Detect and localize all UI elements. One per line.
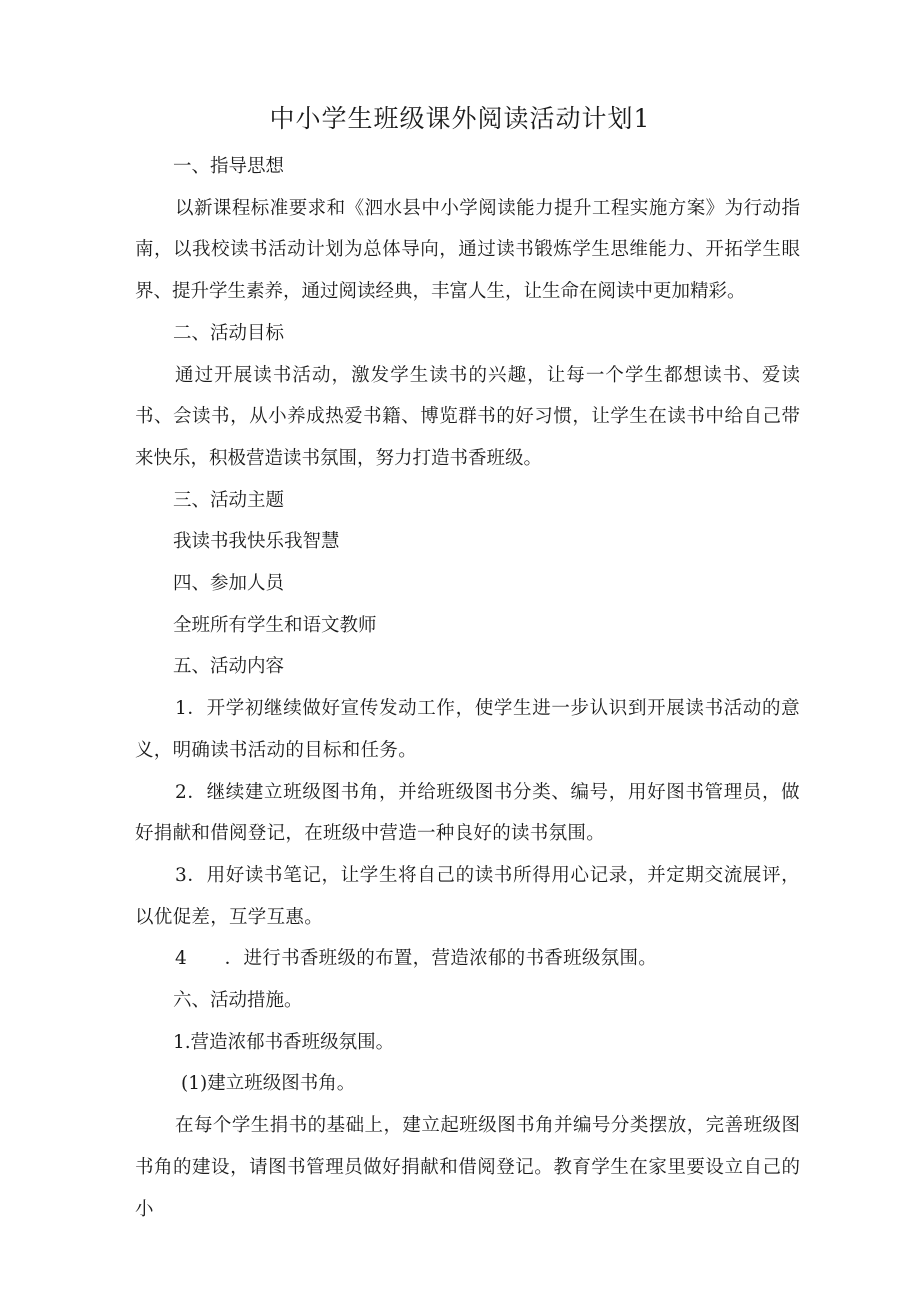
list-item-content-3: 3．用好读书笔记，让学生将自己的读书所得用心记录，并定期交流展评，以优促差，互学互惠。 <box>135 864 800 928</box>
section-heading-content: 五、活动内容 <box>173 656 285 678</box>
paragraph-guiding-thought: 以新课程标准要求和《泗水县中小学阅读能力提升工程实施方案》为行动指南，以我校读书活动计划为总体导向，通过读书锻炼学生思维能力、开拓学生眼界、提升学生素养，通过阅读经典，丰富人生，让生命在阅读中更加精彩。 <box>135 197 800 303</box>
paragraph-measure-1-1: 在每个学生捐书的基础上，建立起班级图书角并编号分类摆放，完善班级图书角的建设，请图书管理员做好捐献和借阅登记。教育学生在家里要设立自己的小 <box>135 1115 800 1220</box>
section-heading-measures: 六、活动措施。 <box>173 990 303 1012</box>
subheading-measure-1-1: (1)建立班级图书角。 <box>181 1073 356 1095</box>
list-item-content-2: 2．继续建立班级图书角，并给班级图书分类、编号，用好图书管理员，做好捐献和借阅登记，在班级中营造一种良好的读书氛围。 <box>135 781 800 845</box>
text-participants: 全班所有学生和语文教师 <box>173 614 377 636</box>
section-heading-guiding-thought: 一、指导思想 <box>173 156 285 177</box>
document-body <box>135 146 800 1230</box>
subheading-measure-1: 1.营造浓郁书香班级氛围。 <box>173 1031 395 1053</box>
list-item-content-1: 1．开学初继续做好宣传发动工作，使学生进一步认识到开展读书活动的意义，明确读书活动的目标和任务。 <box>135 698 800 761</box>
list-item-content-4: 4 ．进行书香班级的布置，营造浓郁的书香班级氛围。 <box>175 948 658 970</box>
section-heading-participants: 四、参加人员 <box>173 573 285 595</box>
document-title: 中小学生班级课外阅读活动计划1 <box>269 104 651 133</box>
paragraph-goals: 通过开展读书活动，激发学生读书的兴趣，让每一个学生都想读书、爱读书、会读书，从小养成热爱书籍、博览群书的好习惯，让学生在读书中给自己带来快乐，积极营造读书氛围，努力打造书香班级。 <box>135 364 800 469</box>
section-heading-theme: 三、活动主题 <box>173 489 285 511</box>
text-theme: 我读书我快乐我智慧 <box>173 531 340 553</box>
section-heading-goals: 二、活动目标 <box>173 322 285 344</box>
